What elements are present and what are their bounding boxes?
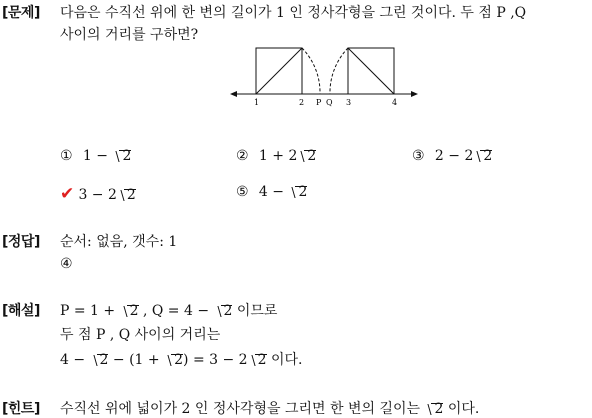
sqrt-symbol: 2	[91, 352, 109, 368]
choice-5-number: ⑤	[236, 184, 249, 200]
tick-label-2: 2	[299, 98, 305, 107]
answer-line2: ④	[60, 256, 73, 272]
tick-label-q: Q	[326, 98, 333, 107]
explanation-line2: 두 점 P , Q 사이의 거리는	[60, 327, 221, 343]
sqrt-symbol: 2	[474, 148, 492, 164]
sqrt-symbol: 2	[118, 187, 136, 203]
choice-1-text: 1 −	[82, 148, 113, 164]
choice-3-text: 2 − 2	[434, 148, 474, 164]
tick-label-3: 3	[346, 98, 352, 107]
checkmark-icon: ✔	[60, 184, 75, 204]
choice-5-text: 4 −	[258, 184, 289, 200]
problem-label: [문제]	[2, 5, 40, 21]
choice-4[interactable]	[60, 184, 136, 204]
problem-text-line2: 사이의 거리를 구하면?	[60, 27, 199, 43]
sqrt-symbol: 2	[165, 352, 183, 368]
explanation-text: P = 1 +	[60, 303, 120, 319]
sqrt-symbol: 2	[249, 352, 267, 368]
arc-to-p	[302, 48, 320, 94]
explanation-text: 이다.	[266, 352, 303, 368]
sqrt-symbol: 2	[425, 401, 443, 417]
explanation-text: 4 −	[60, 352, 90, 368]
choice-5[interactable]	[236, 184, 307, 200]
tick-label-4: 4	[392, 98, 398, 107]
sqrt-symbol: 2	[298, 148, 316, 164]
hint-label: [힌트]	[2, 401, 40, 417]
answer-label: [정답]	[2, 234, 40, 250]
explanation-label: [해설]	[2, 303, 40, 319]
tick-label-1: 1	[254, 98, 260, 107]
explanation-text: ) = 3 − 2	[183, 352, 248, 368]
explanation-text: 이므로	[232, 303, 278, 319]
choice-2-number: ②	[236, 148, 249, 164]
hint-text: 이다.	[443, 401, 480, 417]
choice-2[interactable]	[236, 148, 316, 164]
sqrt-symbol: 2	[215, 303, 233, 319]
hint-text: 수직선 위에 넓이가 2 인 정사각형을 그리면 한 변의 길이는	[60, 401, 425, 417]
choice-2-text: 1 + 2	[258, 148, 298, 164]
choice-1-number: ①	[60, 148, 73, 164]
choice-4-text: 3 − 2	[78, 187, 117, 203]
arc-to-q	[330, 48, 348, 94]
sqrt-symbol: 2	[121, 303, 139, 319]
right-square-diagonal	[348, 48, 394, 94]
explanation-line1	[60, 300, 277, 320]
explanation-text: , Q = 4 −	[138, 303, 214, 319]
choice-3-number: ③	[412, 148, 425, 164]
choice-3[interactable]	[412, 148, 492, 164]
number-line-figure	[230, 42, 430, 112]
axis-left-arrow	[230, 91, 237, 97]
sqrt-symbol: 2	[113, 148, 131, 164]
hint-line	[60, 398, 479, 418]
explanation-text: − (1 +	[108, 352, 165, 368]
choice-1[interactable]	[60, 148, 131, 164]
axis-right-arrow	[411, 91, 418, 97]
left-square-diagonal	[256, 48, 302, 94]
tick-label-p: P	[316, 98, 322, 107]
sqrt-symbol: 2	[289, 184, 307, 200]
problem-text-line1: 다음은 수직선 위에 한 변의 길이가 1 인 정사각형을 그린 것이다. 두 점 P ,Q	[60, 5, 527, 21]
answer-line1: 순서: 없음, 갯수: 1	[60, 234, 178, 250]
explanation-line3	[60, 349, 302, 369]
